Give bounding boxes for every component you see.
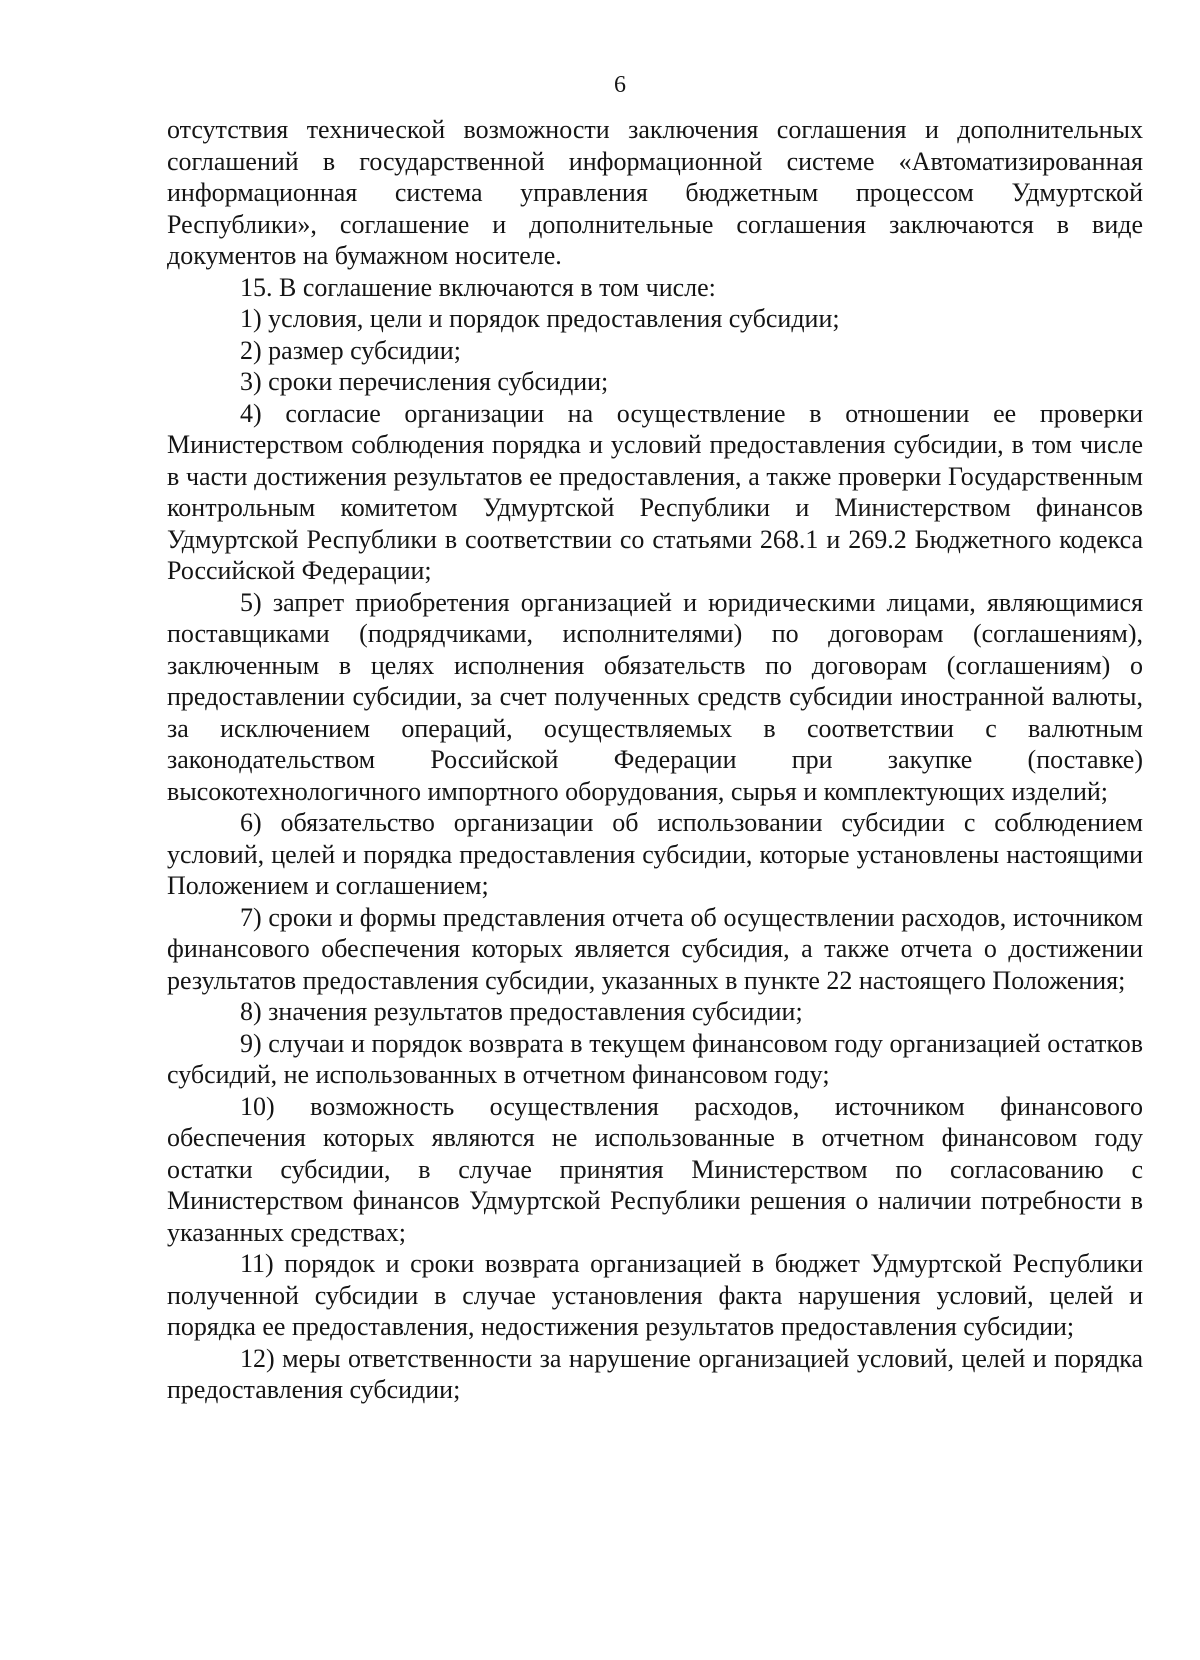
list-item-7: 7) сроки и формы представления отчета об осуществлении расходов, источником финансового обеспечения которых является субсидия, а также отчета о достижении результатов предоставления субсидии, указанных в пункте 22 настоящего Положения; [167, 902, 1143, 995]
document-body [167, 114, 1143, 1406]
list-item-1: 1) условия, цели и порядок предоставления субсидии; [240, 304, 840, 333]
page-number: 6 [614, 72, 626, 98]
list-item-3: 3) сроки перечисления субсидии; [240, 367, 609, 396]
scan-artifact [0, 1636, 200, 1656]
list-item-2: 2) размер субсидии; [240, 335, 461, 365]
list-item-4: 4) согласие организации на осуществление в отношении ее проверки Министерством соблюдения порядка и условий предоставления субсидии, в том числе в части достижения результатов ее предоставления, а также проверки Государственным контрольным комитетом Удмуртской Республики и Министерством финансов Удмуртской Республики в соответствии со статьями 268.1 и 269.2 Бюджетного кодекса Российской Федерации; [167, 398, 1143, 585]
list-item-5: 5) запрет приобретения организацией и юридическими лицами, являющимися поставщиками (подрядчиками, исполнителями) по договорам (соглашениям), заключенным в целях исполнения обязательств по договорам (соглашениям) о предоставлении субсидии, за счет полученных средств субсидии иностранной валюты, за исключением операций, осуществляемых в соответствии с валютным законодательством Российской Федерации при закупке (поставке) высокотехнологичного импортного оборудования, сырья и комплектующих изделий; [167, 587, 1143, 806]
paragraph-continuation: отсутствия технической возможности заключения соглашения и дополнительных соглашений в государственной информационной системе «Автоматизированная информационная система управления бюджетным процессом Удмуртской Республики», соглашение и дополнительные соглашения заключаются в виде документов на бумажном носителе. [167, 115, 1143, 270]
list-item-6: 6) обязательство организации об использовании субсидии с соблюдением условий, целей и порядка предоставления субсидии, которые установлены настоящими Положением и соглашением; [167, 808, 1143, 900]
paragraph-clause-15: 15. В соглашение включаются в том числе: [240, 272, 716, 302]
list-item-8: 8) значения результатов предоставления субсидии; [240, 997, 803, 1026]
list-item-12: 12) меры ответственности за нарушение организацией условий, целей и порядка предоставления субсидии; [167, 1343, 1143, 1404]
list-item-11: 11) порядок и сроки возврата организацией в бюджет Удмуртской Республики полученной субсидии в случае установления факта нарушения условий, целей и порядка ее предоставления, недостижения результатов предоставления субсидии; [167, 1249, 1143, 1341]
list-item-10: 10) возможность осуществления расходов, источником финансового обеспечения которых являются не использованные в отчетном финансовом году остатки субсидии, в случае принятия Министерством по согласованию с Министерством финансов Удмуртской Республики решения о наличии потребности в указанных средствах; [167, 1091, 1143, 1247]
list-item-9: 9) случаи и порядок возврата в текущем финансовом году организацией остатков субсидий, не использованных в отчетном финансовом году; [167, 1028, 1143, 1089]
